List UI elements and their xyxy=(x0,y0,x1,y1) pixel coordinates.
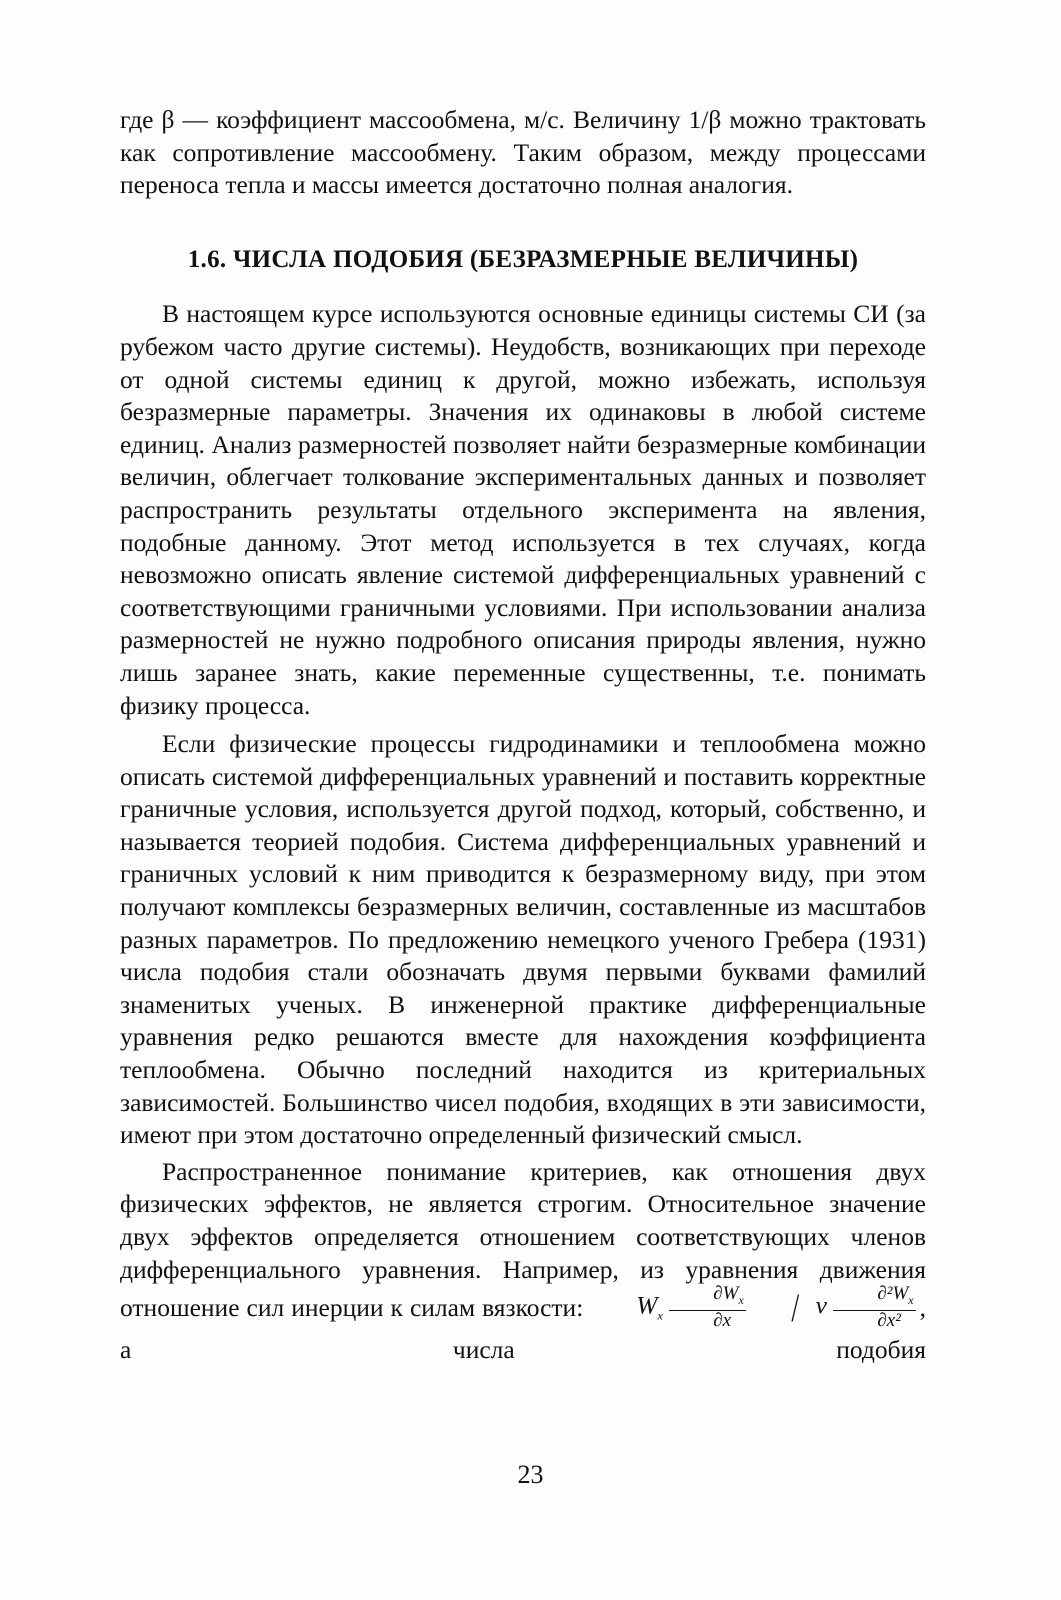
paragraph-2: Если физические процессы гидродинамики и теплообмена можно описать системой дифференциальных уравнений и поставить корректные граничные условия, используется другой подход, который, собственно, и называется теорией подобия. Система дифференциальных уравнений и граничных условий к ним приводится к безразмерному виду, при этом получают комплексы безразмерных величин, составленные из масштабов разных параметров. По предложению немецкого ученого Гребера (1931) числа подобия стали обозначать двумя первыми буквами фамилий знаменитых ученых. В инженерной практике дифференциальные уравнения редко решаются вместе для нахождения коэффициента теплообмена. Обычно последний находится из критериальных зависимостей. Большинство чисел подобия, входящих в эти зависимости, имеют при этом достаточно определенный физический смысл. xyxy=(120,729,926,1150)
inertia-viscosity-formula xyxy=(594,1284,915,1332)
formula-slash: / xyxy=(791,1284,800,1330)
formula-num-2: ∂²W xyxy=(877,1283,909,1305)
formula-num-1: ∂W xyxy=(713,1283,739,1305)
text-block xyxy=(120,104,926,1367)
paragraph-1: В настоящем курсе используются основные единицы системы СИ (за рубежом часто другие системы). Неудобств, возникающих при переходе от одной системы единиц к другой, можно избежать, используя безразмерные параметры. Значения их одинаковы в любой системе единиц. Анализ размерностей позволяет найти безразмерные комбинации величин, облегчает толкование экспериментальных данных и позволяет распространить результаты отдельного эксперимента на явления, подобные данному. Этот метод используется в тех случаях, когда невозможно описать явление системой дифференциальных уравнений с соответствующими граничными условиями. При использовании анализа размерностей не нужно подробного описания природы явления, нужно лишь заранее знать, какие переменные существенны, т.е. понимать физику процесса. xyxy=(120,299,926,720)
formula-fraction-1 xyxy=(669,1284,746,1331)
formula-den-1: ∂x xyxy=(713,1309,732,1331)
formula-w: W xyxy=(636,1290,658,1320)
paragraph-3-tail: , а числа подобия xyxy=(120,1293,926,1365)
formula-w-sub: x xyxy=(657,1308,663,1323)
section-heading: 1.6. ЧИСЛА ПОДОБИЯ (БЕЗРАЗМЕРНЫЕ ВЕЛИЧИНЫ) xyxy=(187,245,859,273)
formula-den-2: ∂x² xyxy=(877,1309,901,1331)
paragraph-3-text: Распространенное понимание критериев, как отношения двух физических эффектов, не является строгим. Относительное значение двух эффектов определяется отношением соответствующих членов дифференциального уравнения. Например, из уравнения движения отношение сил инерции к силам вязкости: xyxy=(120,1156,926,1323)
formula-num-2-sub: x xyxy=(908,1292,914,1307)
paragraph-3 xyxy=(120,1156,926,1367)
formula-nu: ν xyxy=(815,1290,827,1320)
page-number: 23 xyxy=(517,1460,544,1489)
formula-num-1-sub: x xyxy=(738,1292,744,1307)
formula-fraction-2 xyxy=(833,1284,915,1331)
intro-paragraph: где β — коэффициент массообмена, м/с. Величину 1/β можно трактовать как сопротивление массообмену. Таким образом, между процессами переноса тепла и массы имеется достаточно полная аналогия. xyxy=(120,105,926,200)
